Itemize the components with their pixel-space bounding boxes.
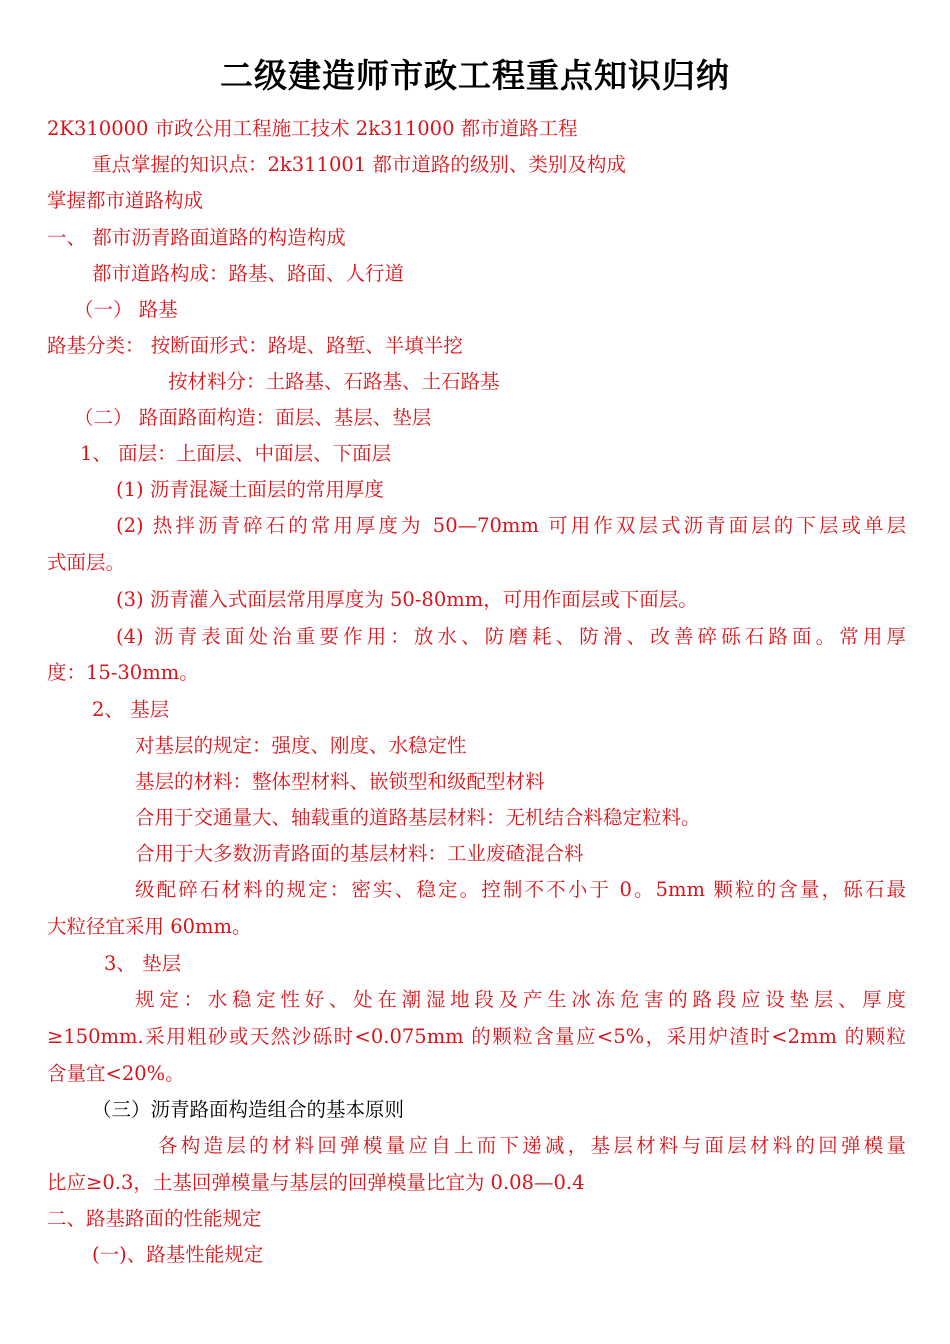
text-line-cushion-layer: 3、 垫层: [104, 952, 182, 975]
text-line-principles-heading: （三）沥青路面构造组合的基本原则: [92, 1098, 405, 1121]
text-line-modulus-rule-cont: 比应≥0.3，土基回弹模量与基层的回弹模量比宜为 0.08—0.4: [47, 1171, 585, 1194]
text-line-subgrade-heading: （一） 路基: [74, 298, 178, 321]
text-line-item-4: (4) 沥青表面处治重要作用：放水、防磨耗、防滑、改善碎砾石路面。常用厚: [116, 625, 906, 648]
text-line-subgrade-class-section: 路基分类： 按断面形式：路堤、路堑、半填半挖: [47, 334, 463, 357]
text-line-subgrade-class-material: 按材料分：土路基、石路基、土石路基: [168, 370, 500, 393]
text-line-subgrade-performance: (一)、路基性能规定: [92, 1243, 264, 1266]
text-line-asphalt-base-material: 合用于大多数沥青路面的基层材料：工业废碴混合料: [135, 842, 584, 865]
text-line-base-materials: 基层的材料：整体型材料、嵌锁型和级配型材料: [135, 770, 545, 793]
text-line-item-2-cont: 式面层。: [47, 551, 126, 574]
text-line-key-points: 重点掌握的知识点：2k311001 都市道路的级别、类别及构成: [92, 153, 626, 176]
text-line-cushion-rule-end: 含量宜<20%。: [47, 1062, 185, 1085]
text-line-item-4-cont: 度：15-30mm。: [47, 661, 199, 684]
text-line-item-1: (1) 沥青混凝土面层的常用厚度: [116, 478, 384, 501]
text-line-graded-gravel-cont: 大粒径宜采用 60mm。: [47, 915, 252, 938]
text-line-road-composition: 都市道路构成：路基、路面、人行道: [92, 262, 405, 285]
text-line-heading-2: 二、路基路面的性能规定: [47, 1207, 262, 1230]
text-line-pavement-structure: （二） 路面路面构造：面层、基层、垫层: [74, 406, 432, 429]
text-line-base-layer: 2、 基层: [92, 698, 170, 721]
text-line-heavy-traffic-material: 合用于交通量大、轴载重的道路基层材料：无机结合料稳定粒料。: [135, 806, 701, 829]
text-line-item-3: (3) 沥青灌入式面层常用厚度为 50-80mm，可用作面层或下面层。: [116, 588, 698, 611]
text-line-cushion-rule: 规定：水稳定性好、处在潮湿地段及产生冰冻危害的路段应设垫层、厚度: [135, 988, 906, 1011]
text-line-modulus-rule: 各构造层的材料回弹模量应自上而下递减，基层材料与面层材料的回弹模量: [158, 1134, 906, 1157]
text-line-surface-layer: 1、 面层：上面层、中面层、下面层: [80, 442, 392, 465]
text-line-cushion-rule-cont: ≥150mm.采用粗砂或天然沙砾时<0.075mm 的颗粒含量应<5%，采用炉渣时<2mm 的颗粒: [47, 1025, 906, 1048]
text-line-heading-1: 一、 都市沥青路面道路的构造构成: [47, 226, 346, 249]
text-line-base-requirements: 对基层的规定：强度、刚度、水稳定性: [135, 734, 467, 757]
document-title: 二级建造师市政工程重点知识归纳: [220, 56, 730, 95]
text-line-section-code: 2K310000 市政公用工程施工技术 2k311000 都市道路工程: [47, 117, 578, 140]
text-line-graded-gravel: 级配碎石材料的规定：密实、稳定。控制不不小于 0。5mm 颗粒的含量，砾石最: [135, 878, 906, 901]
text-line-master-composition: 掌握都市道路构成: [47, 189, 204, 212]
text-line-item-2: (2) 热拌沥青碎石的常用厚度为 50—70mm 可用作双层式沥青面层的下层或单层: [116, 514, 906, 537]
